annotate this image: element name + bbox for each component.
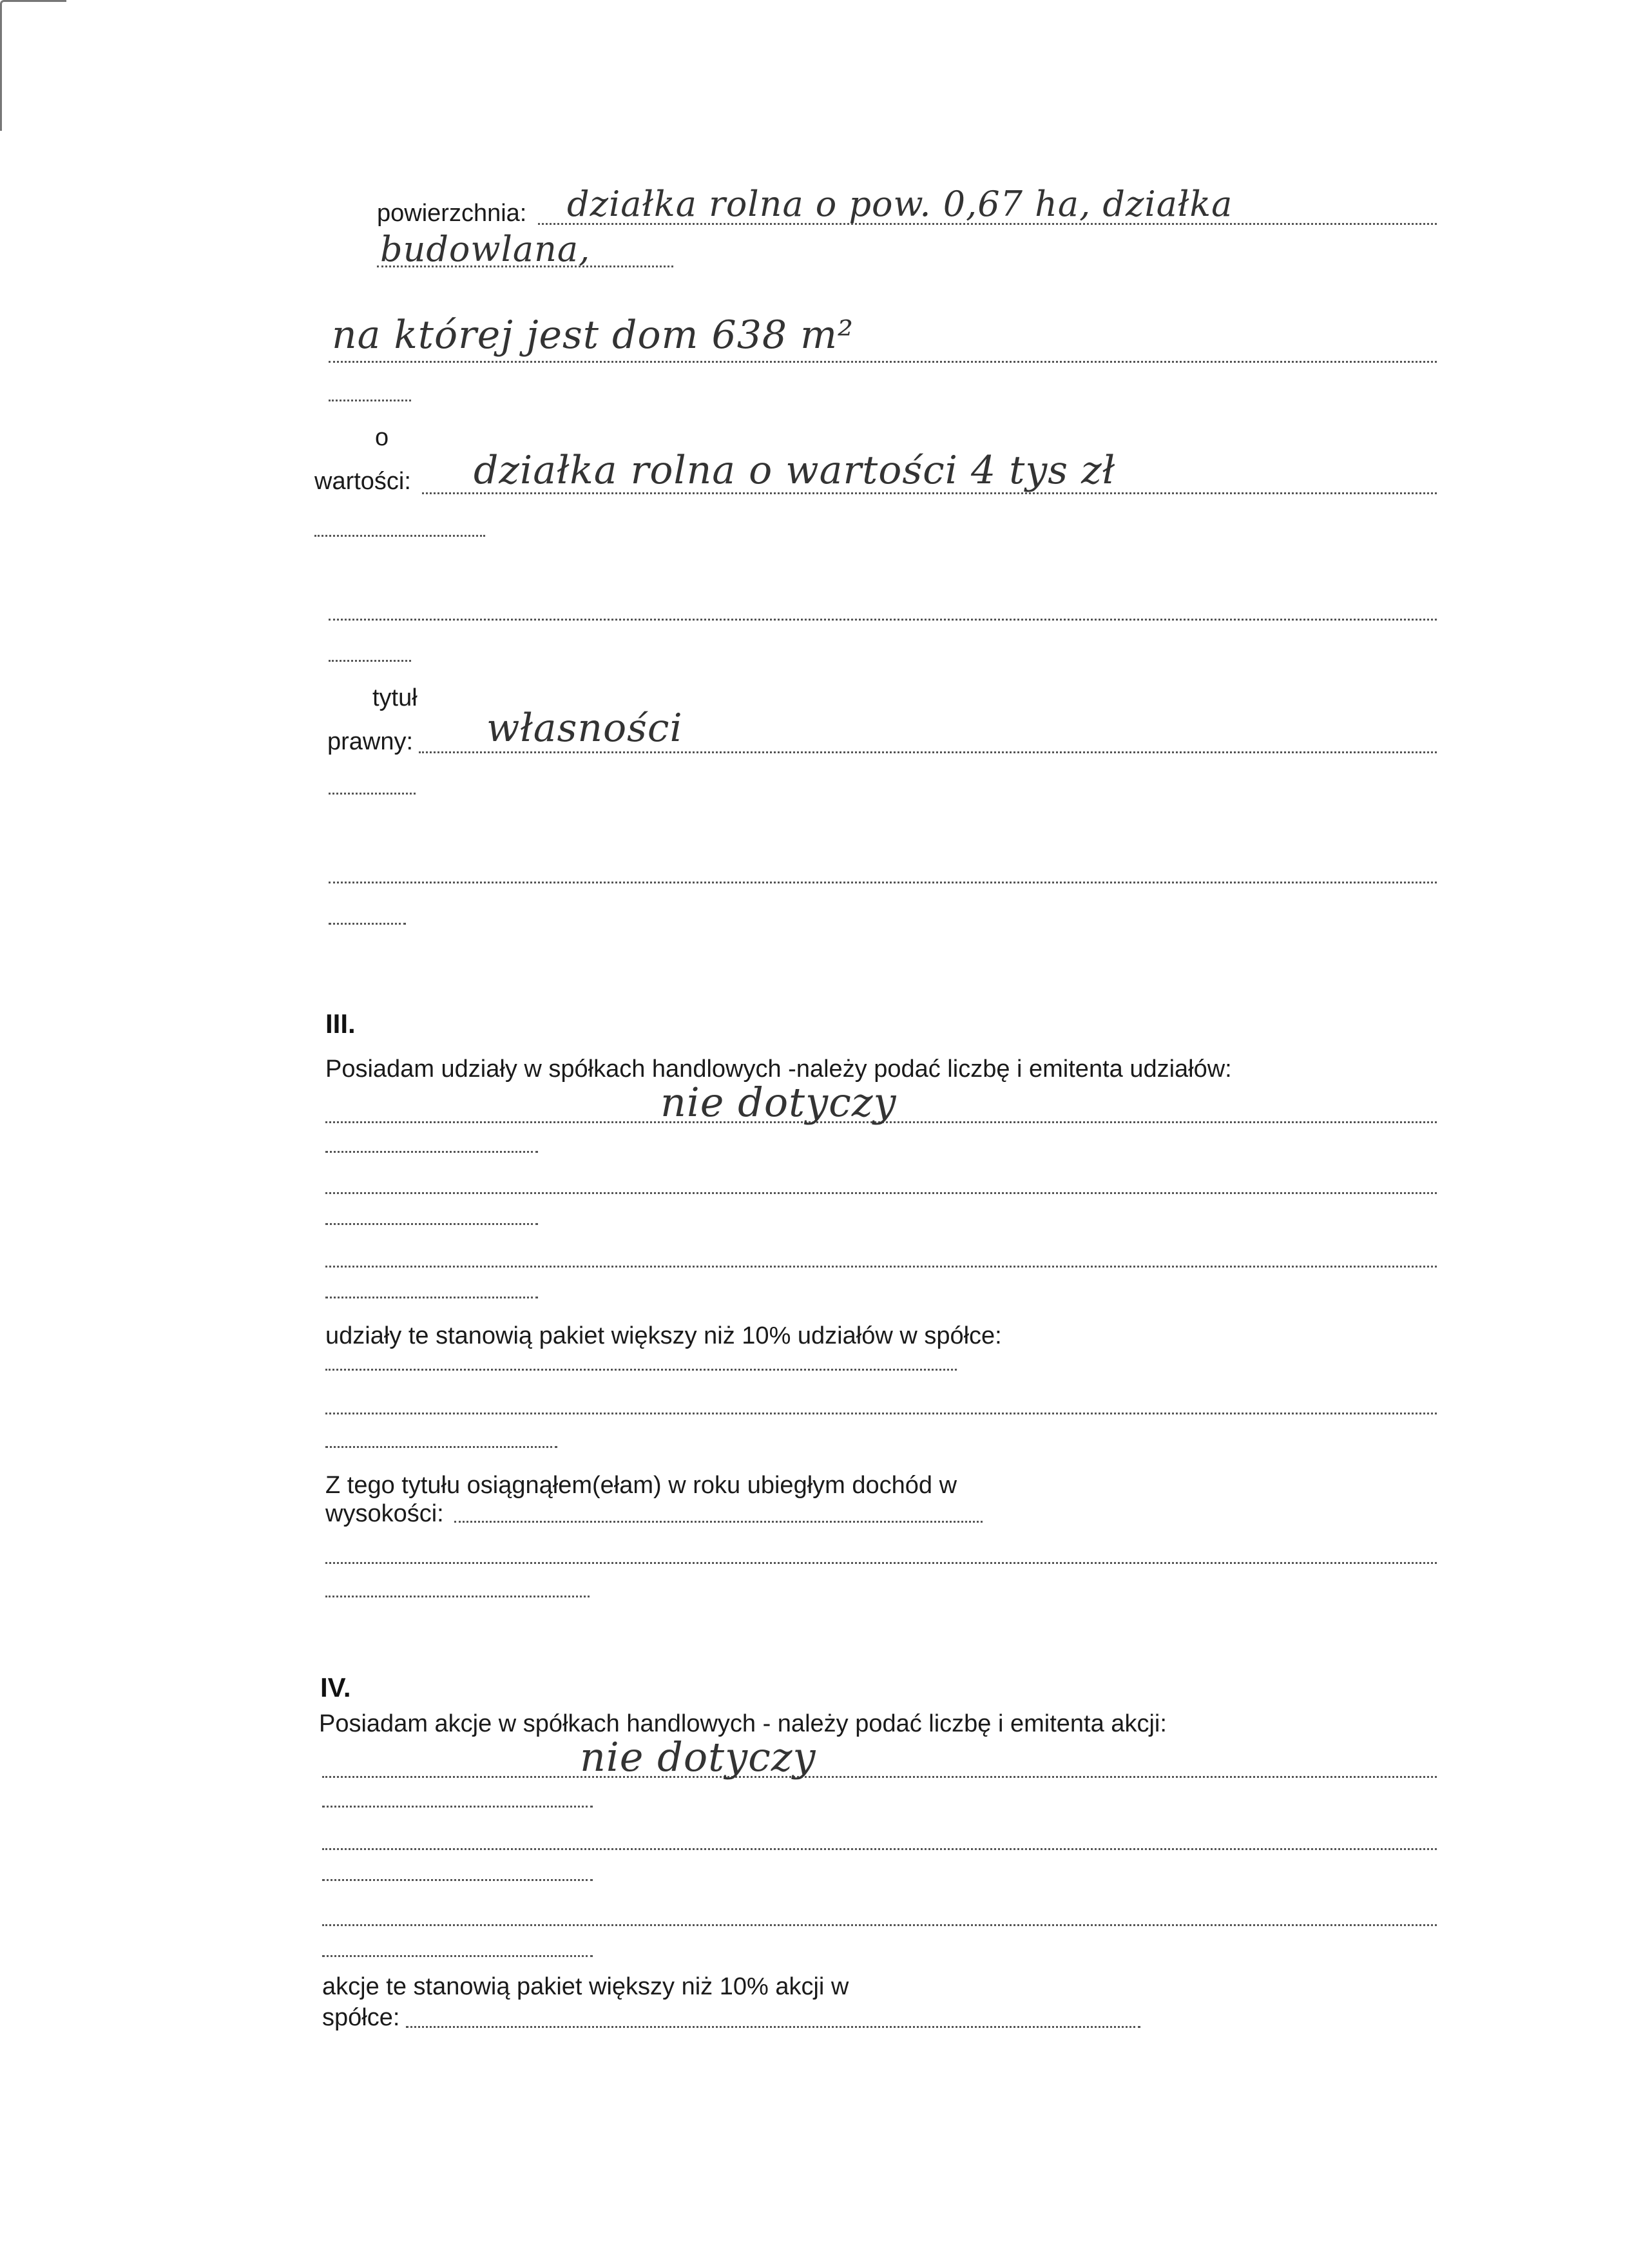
stocks-dotted-line-2 — [322, 1806, 593, 1808]
package-dotted-line-3 — [325, 1446, 557, 1448]
value-dotted-line-4 — [329, 660, 411, 662]
value-label-top: o — [375, 424, 389, 451]
stocks-dotted-line-1 — [322, 1776, 1437, 1778]
section-iv-heading: IV. — [320, 1672, 351, 1703]
package-dotted-line-1 — [325, 1369, 957, 1371]
surface-handwritten-2: budowlana, — [380, 229, 591, 269]
title-dotted-line-1 — [419, 751, 1437, 753]
title-handwritten: własności — [486, 706, 683, 751]
income-prompt-line1: Z tego tytułu osiągnąłem(ełam) w roku ubiegłym dochód w — [325, 1472, 957, 1499]
shares-package-prompt: udziały te stanowią pakiet większy niż 10% udziałów w spółce: — [325, 1322, 1002, 1349]
income-prompt-line2: wysokości: — [325, 1500, 444, 1527]
scan-corner-mark — [0, 0, 66, 131]
surface-dotted-line-4 — [329, 400, 411, 401]
shares-dotted-line-6 — [325, 1297, 538, 1298]
stocks-prompt: Posiadam akcje w spółkach handlowych - należy podać liczbę i emitenta akcji: — [319, 1710, 1167, 1737]
stocks-dotted-line-6 — [322, 1955, 593, 1957]
income-dotted-line-1 — [454, 1521, 983, 1523]
value-label: wartości: — [314, 468, 411, 495]
stocks-dotted-line-5 — [322, 1924, 1437, 1926]
title-label: prawny: — [327, 728, 414, 755]
stocks-package-prompt-line2: spółce: — [322, 2004, 400, 2031]
stocks-package-dotted-line — [406, 2026, 1140, 2028]
surface-handwritten-3: na której jest dom 638 m² — [332, 313, 854, 358]
shares-dotted-line-4 — [325, 1223, 538, 1225]
surface-handwritten-1: działka rolna o pow. 0,67 ha, działka — [567, 184, 1233, 224]
value-handwritten: działka rolna o wartości 4 tys zł — [474, 448, 1116, 493]
shares-handwritten: nie dotyczy — [660, 1079, 897, 1126]
package-dotted-line-2 — [325, 1413, 1437, 1414]
title-dotted-line-3 — [329, 882, 1437, 883]
surface-dotted-line-3 — [329, 361, 1437, 363]
title-dotted-line-2 — [329, 793, 416, 795]
stocks-dotted-line-4 — [322, 1879, 593, 1881]
section-iii-heading: III. — [325, 1008, 356, 1039]
stocks-package-prompt-line1: akcje te stanowią pakiet większy niż 10% akcji w — [322, 1973, 849, 2000]
income-dotted-line-3 — [325, 1596, 590, 1597]
stocks-handwritten: nie dotyczy — [580, 1733, 816, 1780]
value-dotted-line-2 — [314, 535, 485, 537]
shares-prompt: Posiadam udziały w spółkach handlowych -należy podać liczbę i emitenta udziałów: — [325, 1056, 1232, 1083]
shares-dotted-line-3 — [325, 1192, 1437, 1194]
stocks-dotted-line-3 — [322, 1848, 1437, 1850]
title-label-top: tytuł — [372, 684, 418, 711]
shares-dotted-line-5 — [325, 1266, 1437, 1268]
income-dotted-line-2 — [325, 1562, 1437, 1564]
surface-label: powierzchnia: — [377, 200, 527, 227]
title-dotted-line-4 — [329, 923, 406, 925]
shares-dotted-line-2 — [325, 1151, 538, 1153]
value-dotted-line-3 — [329, 619, 1437, 621]
